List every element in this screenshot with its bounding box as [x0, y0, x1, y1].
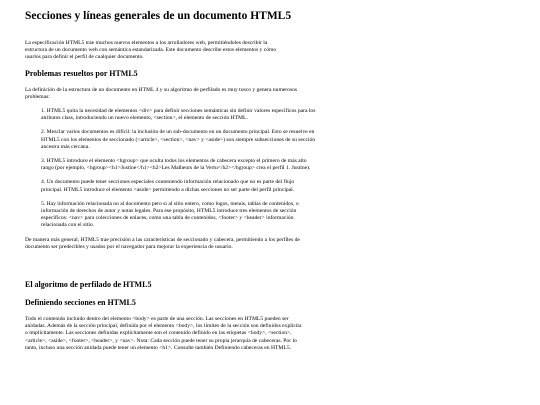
subsection-heading-defining-sections: Definiendo secciones en HTML5 [25, 298, 136, 308]
list-item: 5. Hay información relacionada no al documento pero si al sitio entero, como logos, menús, tablas de contenidos, o información de derechos de autor y notas legales. Para ese propósito, HTML5 introduce tres elementos de sección específicos: <nav> para colecciones de enlaces, como una tabla de contenidos, <footer> y <header> información relacionada con el sitio. [41, 200, 299, 229]
section-heading-problems: Problemas resueltos por HTML5 [25, 68, 138, 78]
list-item: 4. Un documento puede tener secciones especiales conteniendo información relacionado que no es parte del flujo principal. HTML5 introduce el elemento <aside> permitiendo a dichas secciones no ser parte del perfil principal. [41, 179, 295, 193]
list-item: 1. HTML5 quita la necesidad de elementos <div> para definir secciones semánticas sin definir valores específicos para los atributos class, introduciendo un nuevo elemento, <section>, el elemento de sección HTML. [41, 108, 316, 122]
section-spacer [25, 258, 516, 280]
defining-sections-paragraph: Todo el contenido incluido dentro del elemento <body> es parte de una sección. Las secciones en HTML5 pueden ser anidadas. Además de la sección principal, definida por el elemento <body>, los límites de la sección son definidos explícita o implícitamente. Las secciones definidas explícitamente son el contenido definido en las etiquetas <body>, <section>, <article>, <aside>, <footer>, <header>, y <nav>. Nota: Cada sección puede tener su propia jerarquía de cabeceras. Por lo tanto, incluso una sección anidada puede tener un elemento <h1>. Consulte también Definiendo cabeceras en HTML5. [25, 316, 302, 351]
intro-paragraph: La especificación HTML5 trae muchos nuevos elementos a los arrolladores web, permitiéndoles describir la estructura de un documento web con semántica estandarizada. Este documento describe estos elementos y cómo usarlos para definir el perfil de cualquier documento. [25, 40, 277, 61]
page-title: Secciones y líneas generales de un documento HTML5 [25, 10, 292, 22]
problems-lead-paragraph: La definición de la estructura de un documento en HTML 4 y su algoritmo de perfilado es muy tosco y genera numerosos problemas: [25, 86, 298, 100]
problems-closing-paragraph: De manera más general, HTML5 trae precisión a las características de seccionado y cabecera, permitiendo a los perfiles de documento ser predecibles y usados por el navegador para mejorar la experiencia de usuario. [25, 236, 300, 250]
list-item: 2. Mezclar varios documentos es difícil: la inclusión de un sub-documento en un documento principal. Esto se resuelve en HTML5 con los elementos de seccionado (<article>, <section>, <nav> y <aside>) son siempre subsecciones de su sección ancestra más cercana. [41, 129, 316, 150]
list-item: 3. HTML5 introduce el elemento <hgroup> que oculta todos los elementos de cabecera excepto el primero de más alto rango (por ejemplo, <hgroup><h1>Justine</h1><h2>Les Malheurs de la Vertu</h2></hgroup> crea el perfil 1. Justine). [41, 158, 311, 172]
section-heading-algorithm: El algoritmo de perfilado de HTML5 [25, 280, 152, 290]
problems-list [25, 108, 516, 230]
